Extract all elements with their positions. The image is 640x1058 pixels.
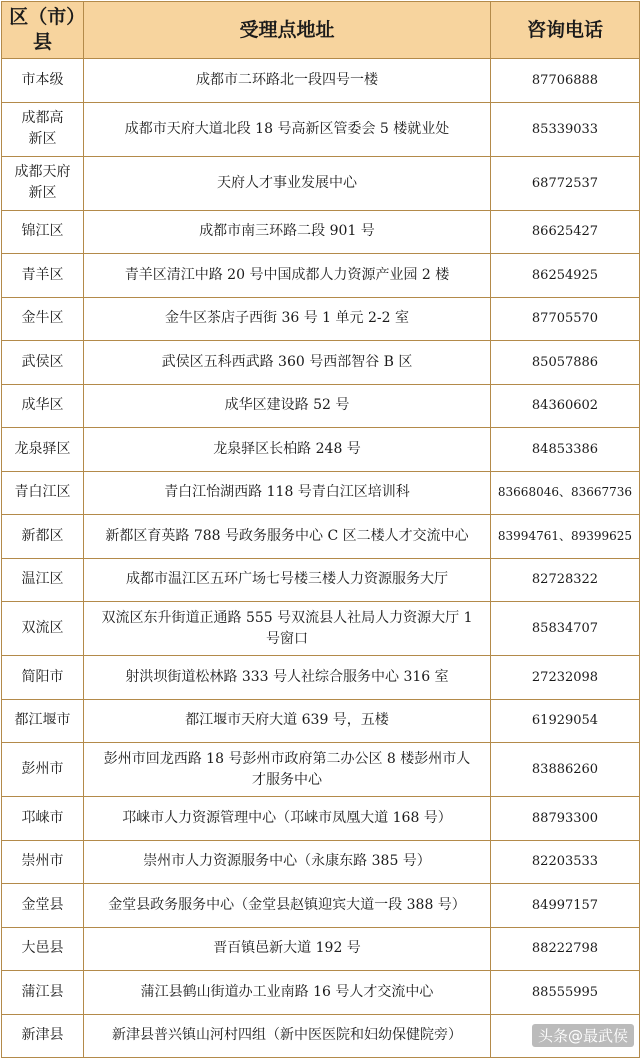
phone-cell: 83886260 [491, 743, 640, 797]
region-cell: 成都高新区 [2, 102, 84, 156]
phone-cell: 88555995 [491, 971, 640, 1015]
address-cell: 彭州市回龙西路 18 号彭州市政府第二办公区 8 楼彭州市人才服务中心 [84, 743, 491, 797]
address-cell: 成华区建设路 52 号 [84, 384, 491, 428]
address-cell: 晋百镇邑新大道 192 号 [84, 927, 491, 971]
address-cell: 成都市天府大道北段 18 号高新区管委会 5 楼就业处 [84, 102, 491, 156]
region-cell: 锦江区 [2, 210, 84, 254]
phone-cell: 82203533 [491, 840, 640, 884]
table-row [2, 515, 640, 559]
region-cell: 简阳市 [2, 656, 84, 700]
phone-cell: 84997157 [491, 884, 640, 928]
table-row [2, 884, 640, 928]
phone-cell: 61929054 [491, 699, 640, 743]
region-cell: 彭州市 [2, 743, 84, 797]
region-cell: 大邑县 [2, 927, 84, 971]
service-points-table [1, 1, 640, 1058]
phone-cell: 83668046、83667736 [491, 471, 640, 515]
header-address: 受理点地址 [84, 2, 491, 59]
address-cell: 龙泉驿区长柏路 248 号 [84, 428, 491, 472]
region-cell: 金堂县 [2, 884, 84, 928]
phone-cell: 84853386 [491, 428, 640, 472]
address-cell: 成都市温江区五环广场七号楼三楼人力资源服务大厅 [84, 558, 491, 602]
address-cell: 蒲江县鹤山街道办工业南路 16 号人才交流中心 [84, 971, 491, 1015]
table-row [2, 297, 640, 341]
phone-cell: 86625427 [491, 210, 640, 254]
table-row [2, 656, 640, 700]
address-cell: 崇州市人力资源服务中心（永康东路 385 号） [84, 840, 491, 884]
region-cell: 新都区 [2, 515, 84, 559]
phone-cell: 82728322 [491, 558, 640, 602]
phone-cell: 88793300 [491, 797, 640, 841]
header-region: 区（市）县 [2, 2, 84, 59]
phone-cell: 84360602 [491, 384, 640, 428]
phone-cell: 86254925 [491, 254, 640, 298]
address-cell: 成都市二环路北一段四号一楼 [84, 59, 491, 103]
phone-cell: 85834707 [491, 602, 640, 656]
region-cell: 龙泉驿区 [2, 428, 84, 472]
address-cell: 射洪坝街道松林路 333 号人社综合服务中心 316 室 [84, 656, 491, 700]
table-row [2, 971, 640, 1015]
phone-cell: 87706888 [491, 59, 640, 103]
address-cell: 武侯区五科西武路 360 号西部智谷 B 区 [84, 341, 491, 385]
region-cell: 青羊区 [2, 254, 84, 298]
phone-cell: 27232098 [491, 656, 640, 700]
address-cell: 新津县普兴镇山河村四组（新中医医院和妇幼保健院旁） [84, 1014, 491, 1058]
region-cell: 青白江区 [2, 471, 84, 515]
phone-cell: 83994761、89399625 [491, 515, 640, 559]
table-row [2, 602, 640, 656]
table-row [2, 254, 640, 298]
table-row [2, 384, 640, 428]
address-cell: 金堂县政务服务中心（金堂县赵镇迎宾大道一段 388 号） [84, 884, 491, 928]
table-row [2, 210, 640, 254]
region-cell: 温江区 [2, 558, 84, 602]
table-row [2, 840, 640, 884]
region-cell: 新津县 [2, 1014, 84, 1058]
region-cell: 崇州市 [2, 840, 84, 884]
table-row [2, 428, 640, 472]
address-cell: 新都区育英路 788 号政务服务中心 C 区二楼人才交流中心 [84, 515, 491, 559]
region-cell: 成都天府新区 [2, 156, 84, 210]
header-phone: 咨询电话 [491, 2, 640, 59]
phone-cell: 85339033 [491, 102, 640, 156]
table-row [2, 471, 640, 515]
address-cell: 邛崃市人力资源管理中心（邛崃市凤凰大道 168 号） [84, 797, 491, 841]
region-cell: 都江堰市 [2, 699, 84, 743]
table-row [2, 699, 640, 743]
table-row [2, 927, 640, 971]
region-cell: 武侯区 [2, 341, 84, 385]
address-cell: 成都市南三环路二段 901 号 [84, 210, 491, 254]
address-cell: 金牛区茶店子西街 36 号 1 单元 2-2 室 [84, 297, 491, 341]
phone-cell: 87705570 [491, 297, 640, 341]
table-row [2, 743, 640, 797]
address-cell: 青羊区清江中路 20 号中国成都人力资源产业园 2 楼 [84, 254, 491, 298]
table-row [2, 558, 640, 602]
region-cell: 市本级 [2, 59, 84, 103]
address-cell: 天府人才事业发展中心 [84, 156, 491, 210]
region-cell: 成华区 [2, 384, 84, 428]
table-row [2, 59, 640, 103]
table-header-row [2, 2, 640, 59]
address-cell: 青白江怡湖西路 118 号青白江区培训科 [84, 471, 491, 515]
region-cell: 双流区 [2, 602, 84, 656]
phone-cell: 88222798 [491, 927, 640, 971]
table-row [2, 797, 640, 841]
address-cell: 双流区东升街道正通路 555 号双流县人社局人力资源大厅 1 号窗口 [84, 602, 491, 656]
table-row [2, 156, 640, 210]
address-cell: 都江堰市天府大道 639 号，五楼 [84, 699, 491, 743]
region-cell: 金牛区 [2, 297, 84, 341]
source-watermark: 头条@最武侯 [532, 1024, 634, 1047]
table-row [2, 341, 640, 385]
phone-cell: 68772537 [491, 156, 640, 210]
phone-cell: 85057886 [491, 341, 640, 385]
region-cell: 蒲江县 [2, 971, 84, 1015]
table-row [2, 102, 640, 156]
region-cell: 邛崃市 [2, 797, 84, 841]
